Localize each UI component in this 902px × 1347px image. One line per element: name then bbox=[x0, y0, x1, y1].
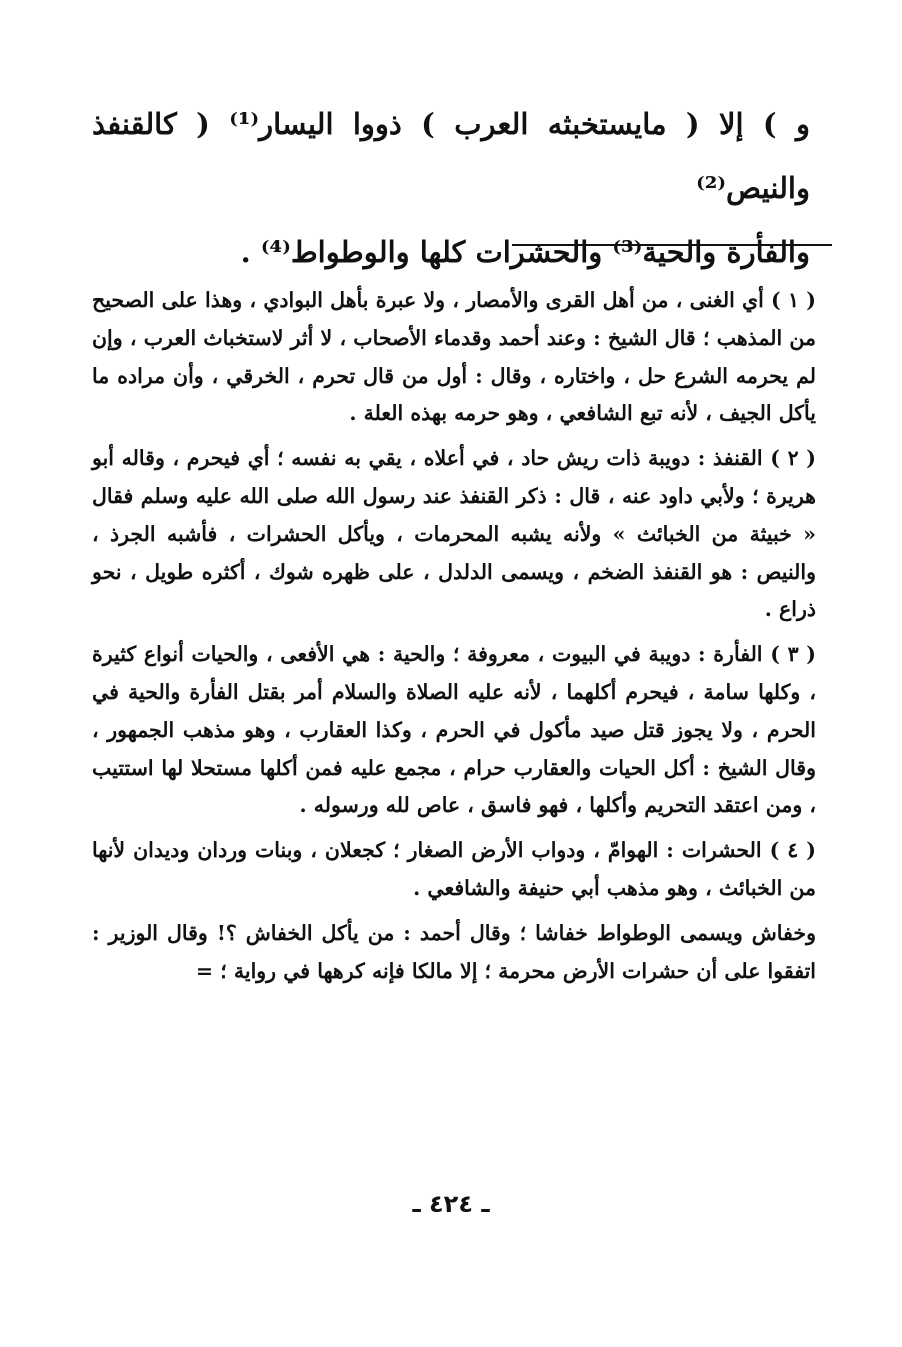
footnote-text: وخفاش ويسمى الوطواط خفاشا ؛ وقال أحمد : من يأكل الخفاش ؟! وقال الوزير : اتفقوا على أن حشرات الأرض محرمة ؛ إلا مالكا فإنه كرهها في رواية ؛ = bbox=[92, 920, 816, 983]
footnote-text: ( ٣ ) الفأرة : دويبة في البيوت ، معروفة ؛ والحية : هي الأفعى ، والحيات أنواع كثيرة ، وكلها سامة ، فيحرم أكلهما ، لأنه عليه الصلاة والسلام أمر بقتل الفأرة والحية في الحرم ، ولا يجوز قتل صيد مأكول في الحرم ، وكذا العقارب ، وهو مذهب الجمهور ، وقال الشيخ : أكل الحيات والعقارب حرام ، مجمع عليه فمن أكلها مستحلا لها استتيب ، ومن اعتقد التحريم وأكلها ، فهو فاسق ، عاص لله ورسوله . bbox=[92, 642, 816, 818]
footnotes-section bbox=[92, 282, 816, 997]
footnote-continuation bbox=[92, 915, 816, 991]
main-text-line: و ) إلا ( مايستخبثه العرب ) ذووا اليسار⁽¹⁾ ( كالقنفذ والنيص⁽²⁾ bbox=[92, 107, 810, 205]
footnote-text: ( ٤ ) الحشرات : الهوامّ ، ودواب الأرض الصغار ؛ كجعلان ، وبنات وردان وديدان لأنها من الخبائث ، وهو مذهب أبي حنيفة والشافعي . bbox=[92, 838, 816, 900]
main-text bbox=[92, 92, 810, 284]
footnote-text: ( ١ ) أي الغنى ، من أهل القرى والأمصار ، ولا عبرة بأهل البوادي ، وهذا على الصحيح من المذهب ؛ قال الشيخ : وعند أحمد وقدماء الأصحاب ، لا أثر لاستخباث العرب ، وإن لم يحرمه الشرع حل ، واختاره ، وقال : أول من قال تحرم ، الخرقي ، وأن مراده ما يأكل الجيف ، لأنه تبع الشافعي ، وهو حرمه بهذه العلة . bbox=[92, 288, 816, 426]
footnote-4 bbox=[92, 832, 816, 908]
footnote-1 bbox=[92, 282, 816, 433]
footnote-2 bbox=[92, 440, 816, 629]
footnote-divider bbox=[512, 244, 832, 246]
main-text-line: والفأرة والحية⁽³⁾ والحشرات كلها والوطواط⁽⁴⁾ . bbox=[240, 235, 810, 269]
page-number: ـ ٤٢٤ ـ bbox=[412, 1190, 490, 1218]
footnote-3 bbox=[92, 636, 816, 825]
footnote-text: ( ٢ ) القنفذ : دويبة ذات ريش حاد ، في أعلاه ، يقي به نفسه ؛ أي فيحرم ، وقاله أبو هريرة ؛ ولأبي داود عنه ، قال : ذكر القنفذ عند رسول الله صلى الله عليه وسلم فقال « خبيثة من الخبائث » ولأنه يشبه المحرمات ، ويأكل الحشرات ، فأشبه الجرذ ، والنيص : هو القنفذ الضخم ، ويسمى الدلدل ، على ظهره شوك ، أكثره طويل ، نحو ذراع . bbox=[92, 446, 816, 622]
